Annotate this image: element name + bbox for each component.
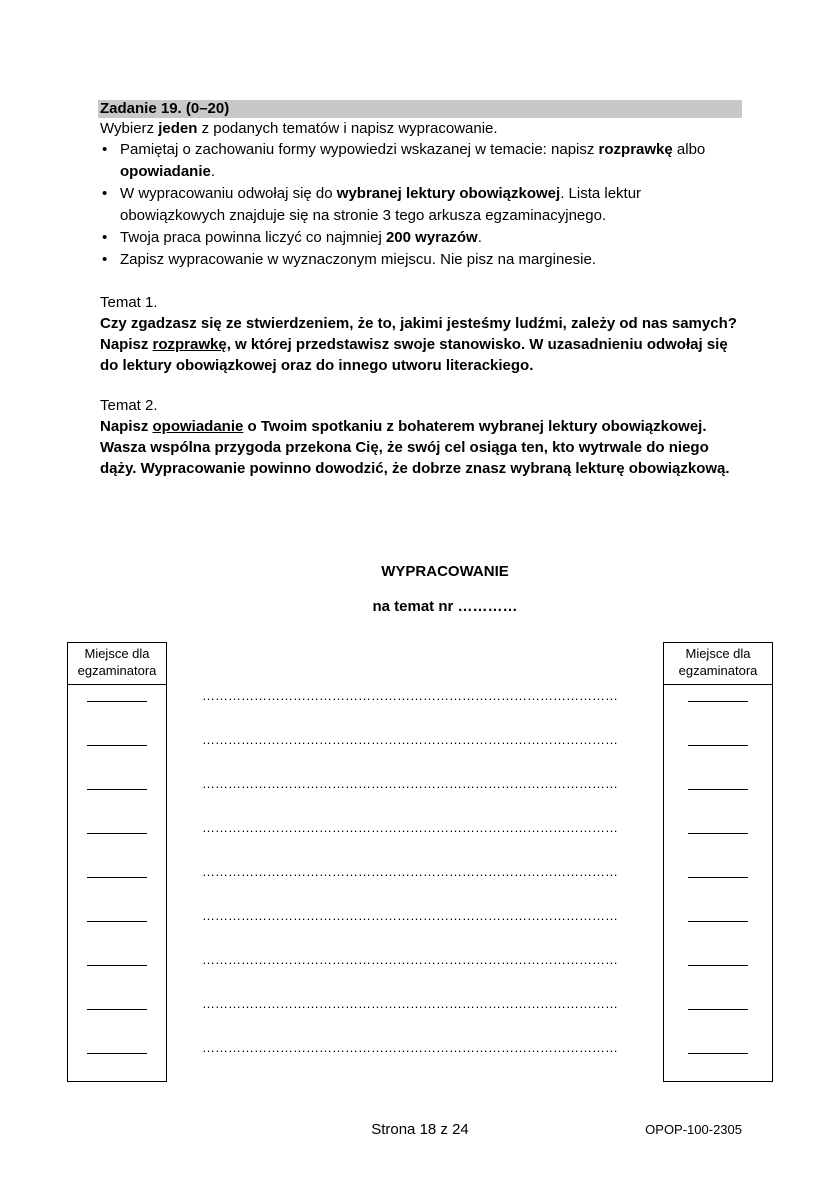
writing-line[interactable]: …………………………………………………………………………………… (202, 777, 618, 791)
writing-line[interactable]: …………………………………………………………………………………… (202, 909, 618, 923)
page-number: Strona 18 z 24 (371, 1121, 469, 1138)
writing-line[interactable]: …………………………………………………………………………………… (202, 821, 618, 835)
score-line (87, 833, 147, 834)
writing-line[interactable]: …………………………………………………………………………………… (202, 997, 618, 1011)
topic-title: Temat 2. (100, 397, 158, 414)
rules-list (100, 139, 740, 271)
score-line (87, 745, 147, 746)
instruction-text: z podanych tematów i napisz wypracowanie. (197, 120, 498, 137)
topic-body: Napisz opowiadanie o Twoim spotkaniu z bohaterem wybranej lektury obowiązkowej. Wasza wspólna przygoda przekona Cię, że swój cel osiąga ten, kto wytrwale do niego dąży. Wypracowanie powinno dowodzić, że dobrze znasz wybraną lekturę obowiązkową. (100, 418, 730, 477)
examiner-box-right (663, 642, 773, 1082)
score-line (87, 965, 147, 966)
score-line (688, 1009, 748, 1010)
topic-2 (100, 395, 740, 479)
score-line (688, 1053, 748, 1054)
topic-body: Czy zgadzasz się ze stwierdzeniem, że to, jakimi jesteśmy ludźmi, zależy od nas samych? Napisz rozprawkę, w której przedstawisz swoje stanowisko. W uzasadnieniu odwołaj się do lektury obowiązkowej oraz do innego utworu literackiego. (100, 315, 737, 374)
score-line (87, 921, 147, 922)
writing-line[interactable]: …………………………………………………………………………………… (202, 689, 618, 703)
essay-title: WYPRACOWANIE (381, 563, 509, 580)
score-line (688, 921, 748, 922)
rule-item: • Pamiętaj o zachowaniu formy wypowiedzi wskazanej w temacie: napisz rozprawkę albo opowiadanie. (100, 139, 740, 183)
score-line (87, 701, 147, 702)
exam-code: OPOP-100-2305 (645, 1122, 742, 1137)
task-instructions (100, 118, 740, 271)
examiner-box-left (67, 642, 167, 1082)
score-line (688, 833, 748, 834)
rule-item: • Zapisz wypracowanie w wyznaczonym miejscu. Nie pisz na marginesie. (100, 249, 740, 271)
instruction-text: Wybierz (100, 120, 159, 137)
score-line (87, 1053, 147, 1054)
score-line (688, 789, 748, 790)
writing-line[interactable]: …………………………………………………………………………………… (202, 865, 618, 879)
score-line (688, 965, 748, 966)
instruction-emphasis: jeden (158, 120, 198, 137)
topic-1 (100, 292, 740, 376)
score-line (688, 877, 748, 878)
topic-title: Temat 1. (100, 294, 158, 311)
task-header: Zadanie 19. (0–20) (98, 100, 742, 118)
rule-item: • Twoja praca powinna liczyć co najmniej 200 wyrazów. (100, 227, 740, 249)
rule-item: • W wypracowaniu odwołaj się do wybranej lektury obowiązkowej. Lista lektur obowiązkowych znajduje się na stronie 3 tego arkusza egzaminacyjnego. (100, 183, 740, 227)
examiner-label: Miejsce dla egzaminatora (68, 643, 166, 685)
writing-line[interactable]: …………………………………………………………………………………… (202, 953, 618, 967)
examiner-label: Miejsce dla egzaminatora (664, 643, 772, 685)
score-line (688, 701, 748, 702)
score-line (688, 745, 748, 746)
score-line (87, 877, 147, 878)
writing-line[interactable]: …………………………………………………………………………………… (202, 1041, 618, 1055)
essay-subtitle: na temat nr ………… (372, 598, 518, 615)
score-line (87, 1009, 147, 1010)
score-line (87, 789, 147, 790)
instruction-line (100, 118, 740, 139)
writing-line[interactable]: …………………………………………………………………………………… (202, 733, 618, 747)
